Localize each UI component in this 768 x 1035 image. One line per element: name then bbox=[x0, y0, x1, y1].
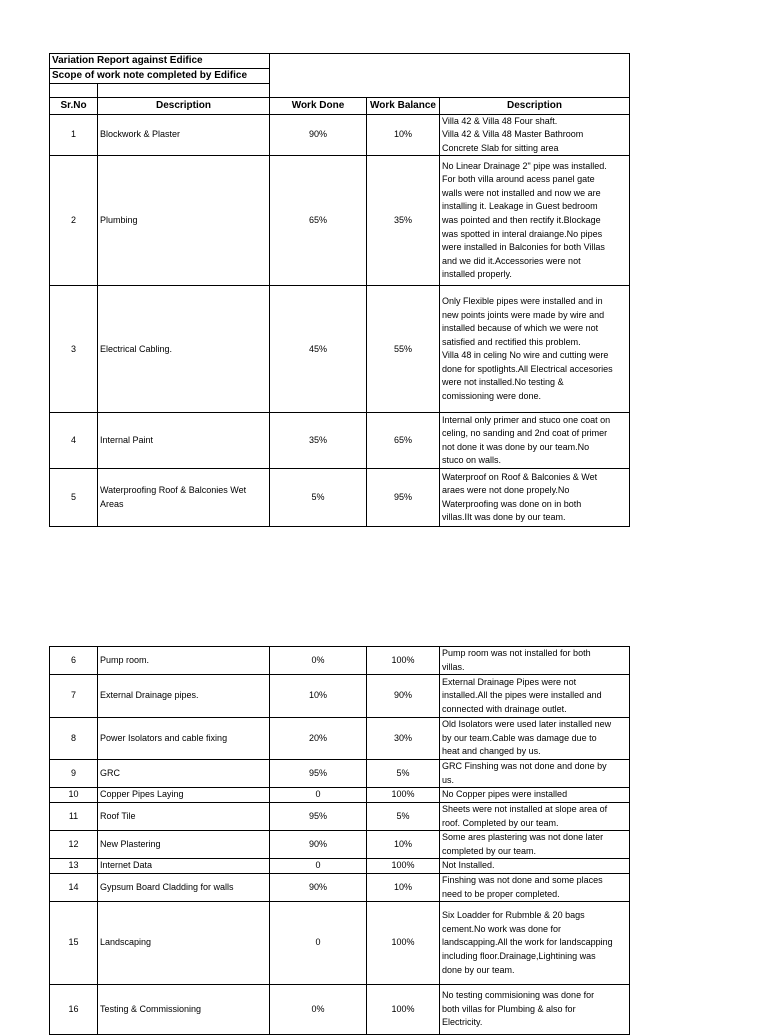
row-work-done: 20% bbox=[270, 718, 367, 760]
row-sr-no: 6 bbox=[50, 647, 98, 675]
row-work-done: 90% bbox=[270, 873, 367, 901]
row-remarks: Only Flexible pipes were installed and in new points joints were made by wire and installed because of which we were not satisfied and rectified this problem. Villa 48 in celing No wire and cutting were done for spotlights.All Electrical accesories were not installed.No testing & comissioning were done. bbox=[440, 286, 630, 413]
row-remarks: No Linear Drainage 2" pipe was installed. For both villa around acess panel gate walls were not installed and now we are installing it. Leakage in Guest bedroom was pointed and then rectify it.Blockage was spotted in interal draiange.No pipes were installed in Balconies for both Villas and we did it.Accessories were not installed properly. bbox=[440, 156, 630, 286]
header-work-balance: Work Balance bbox=[367, 97, 440, 114]
table-row bbox=[50, 286, 630, 413]
row-remarks: External Drainage Pipes were not installed.All the pipes were installed and connected with drainage outlet. bbox=[440, 675, 630, 718]
row-work-balance: 95% bbox=[367, 469, 440, 527]
table-row bbox=[50, 802, 630, 830]
row-sr-no: 3 bbox=[50, 286, 98, 413]
row-description: Landscaping bbox=[98, 902, 270, 985]
table-row bbox=[50, 114, 630, 156]
row-work-balance: 100% bbox=[367, 788, 440, 803]
row-work-balance: 55% bbox=[367, 286, 440, 413]
row-sr-no: 1 bbox=[50, 114, 98, 156]
row-work-done: 0% bbox=[270, 985, 367, 1035]
blank-cell bbox=[50, 83, 98, 97]
table-row bbox=[50, 760, 630, 788]
row-sr-no: 12 bbox=[50, 831, 98, 859]
row-work-done: 0 bbox=[270, 902, 367, 985]
row-description: External Drainage pipes. bbox=[98, 675, 270, 718]
row-description: Waterproofing Roof & Balconies Wet Areas bbox=[98, 469, 270, 527]
table-row bbox=[50, 718, 630, 760]
report-subtitle: Scope of work note completed by Edifice bbox=[50, 68, 270, 83]
table-row bbox=[50, 675, 630, 718]
row-sr-no: 16 bbox=[50, 985, 98, 1035]
row-sr-no: 11 bbox=[50, 802, 98, 830]
row-work-balance: 10% bbox=[367, 831, 440, 859]
row-work-done: 0% bbox=[270, 647, 367, 675]
row-work-balance: 5% bbox=[367, 760, 440, 788]
blank-cell bbox=[98, 83, 270, 97]
row-remarks: Sheets were not installed at slope area of roof. Completed by our team. bbox=[440, 802, 630, 830]
row-sr-no: 5 bbox=[50, 469, 98, 527]
row-work-balance: 100% bbox=[367, 902, 440, 985]
row-work-balance: 5% bbox=[367, 802, 440, 830]
row-sr-no: 4 bbox=[50, 413, 98, 469]
row-work-done: 90% bbox=[270, 831, 367, 859]
row-work-balance: 90% bbox=[367, 675, 440, 718]
header-row bbox=[50, 97, 630, 114]
row-sr-no: 8 bbox=[50, 718, 98, 760]
row-remarks: Six Loadder for Rubmble & 20 bags cement.No work was done for landscapping.All the work for landscapping including floor.Drainage,Lightining was done by our team. bbox=[440, 902, 630, 985]
row-description: New Plastering bbox=[98, 831, 270, 859]
table-row bbox=[50, 647, 630, 675]
row-sr-no: 15 bbox=[50, 902, 98, 985]
row-remarks: Waterproof on Roof & Balconies & Wet araes were not done propely.No Waterproofing was done on in both villas.IIt was done by our team. bbox=[440, 469, 630, 527]
row-description: Pump room. bbox=[98, 647, 270, 675]
table-row bbox=[50, 788, 630, 803]
table-row bbox=[50, 831, 630, 859]
row-description: Copper Pipes Laying bbox=[98, 788, 270, 803]
row-description: Internet Data bbox=[98, 859, 270, 874]
row-work-done: 10% bbox=[270, 675, 367, 718]
row-description: Internal Paint bbox=[98, 413, 270, 469]
row-description: Testing & Commissioning bbox=[98, 985, 270, 1035]
row-sr-no: 7 bbox=[50, 675, 98, 718]
report-title: Variation Report against Edifice bbox=[50, 54, 270, 69]
header-remarks: Description bbox=[440, 97, 630, 114]
row-description: Power Isolators and cable fixing bbox=[98, 718, 270, 760]
row-work-done: 5% bbox=[270, 469, 367, 527]
row-sr-no: 13 bbox=[50, 859, 98, 874]
row-remarks: Old Isolators were used later installed new by our team.Cable was damage due to heat and changed by us. bbox=[440, 718, 630, 760]
row-remarks: Internal only primer and stuco one coat on celing, no sanding and 2nd coat of primer not done it was done by our team.No stuco on walls. bbox=[440, 413, 630, 469]
row-work-done: 0 bbox=[270, 788, 367, 803]
table-row bbox=[50, 413, 630, 469]
row-work-done: 0 bbox=[270, 859, 367, 874]
row-work-balance: 100% bbox=[367, 859, 440, 874]
row-description: Gypsum Board Cladding for walls bbox=[98, 873, 270, 901]
row-work-balance: 100% bbox=[367, 647, 440, 675]
row-sr-no: 9 bbox=[50, 760, 98, 788]
row-sr-no: 14 bbox=[50, 873, 98, 901]
row-remarks: Not Installed. bbox=[440, 859, 630, 874]
table-row bbox=[50, 859, 630, 874]
row-description: Plumbing bbox=[98, 156, 270, 286]
table-row bbox=[50, 156, 630, 286]
row-work-balance: 35% bbox=[367, 156, 440, 286]
table-row bbox=[50, 985, 630, 1035]
row-description: Electrical Cabling. bbox=[98, 286, 270, 413]
row-work-done: 35% bbox=[270, 413, 367, 469]
row-work-done: 95% bbox=[270, 802, 367, 830]
row-work-balance: 10% bbox=[367, 873, 440, 901]
row-description: Roof Tile bbox=[98, 802, 270, 830]
row-work-balance: 30% bbox=[367, 718, 440, 760]
table-row bbox=[50, 902, 630, 985]
row-remarks: GRC Finshing was not done and done by us. bbox=[440, 760, 630, 788]
variation-table-part-1 bbox=[49, 53, 630, 527]
row-sr-no: 2 bbox=[50, 156, 98, 286]
row-work-done: 45% bbox=[270, 286, 367, 413]
row-remarks: Finshing was not done and some places need to be proper completed. bbox=[440, 873, 630, 901]
table-row bbox=[50, 469, 630, 527]
blank-cell bbox=[270, 54, 630, 98]
row-remarks: No Copper pipes were installed bbox=[440, 788, 630, 803]
row-description: GRC bbox=[98, 760, 270, 788]
row-remarks: No testing commisioning was done for both villas for Plumbing & also for Electricity. bbox=[440, 985, 630, 1035]
row-remarks: Pump room was not installed for both villas. bbox=[440, 647, 630, 675]
header-description: Description bbox=[98, 97, 270, 114]
table-row bbox=[50, 873, 630, 901]
row-description: Blockwork & Plaster bbox=[98, 114, 270, 156]
row-work-done: 90% bbox=[270, 114, 367, 156]
variation-table-part-2 bbox=[49, 646, 630, 1035]
row-work-balance: 65% bbox=[367, 413, 440, 469]
row-remarks: Villa 42 & Villa 48 Four shaft. Villa 42 & Villa 48 Master Bathroom Concrete Slab for sitting area bbox=[440, 114, 630, 156]
header-work-done: Work Done bbox=[270, 97, 367, 114]
row-remarks: Some ares plastering was not done later completed by our team. bbox=[440, 831, 630, 859]
header-sr-no: Sr.No bbox=[50, 97, 98, 114]
row-work-balance: 100% bbox=[367, 985, 440, 1035]
row-work-done: 65% bbox=[270, 156, 367, 286]
row-work-done: 95% bbox=[270, 760, 367, 788]
row-work-balance: 10% bbox=[367, 114, 440, 156]
row-sr-no: 10 bbox=[50, 788, 98, 803]
